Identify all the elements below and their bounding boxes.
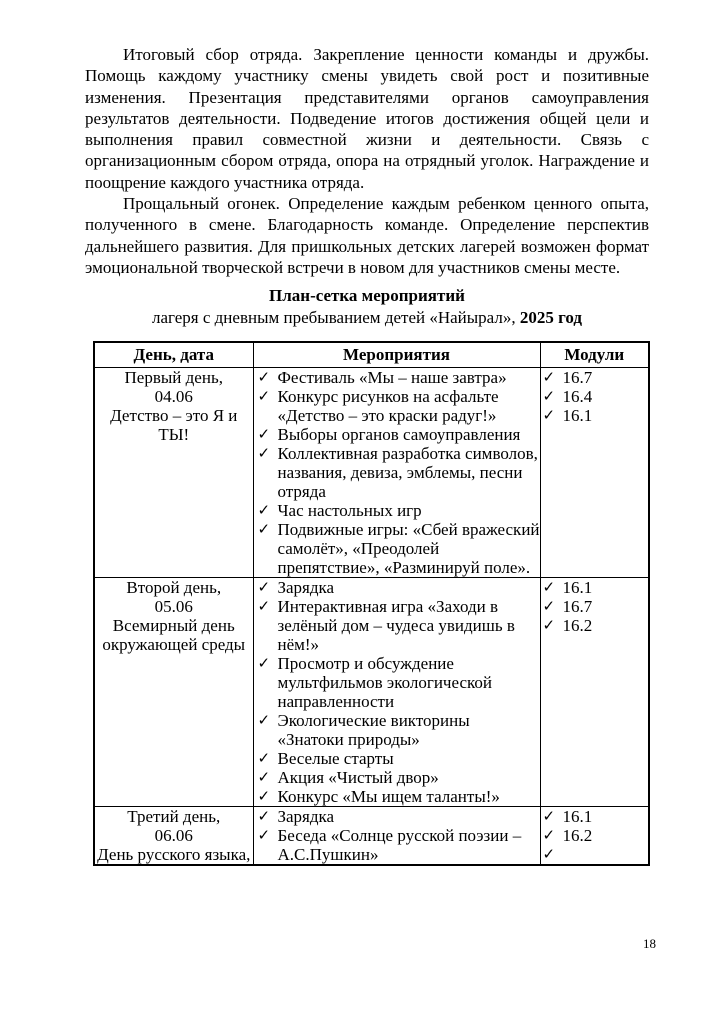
header-events: Мероприятия — [253, 342, 540, 367]
check-icon: ✓ — [542, 367, 556, 386]
day-theme: День русского языка, — [97, 844, 251, 864]
module-item — [541, 387, 649, 406]
schedule-table — [93, 341, 650, 866]
event-text: Веселые старты — [277, 748, 394, 768]
check-icon: ✓ — [257, 767, 271, 786]
plan-subtitle-year: 2025 год — [519, 308, 583, 328]
event-item — [254, 501, 540, 520]
module-code: 16.7 — [562, 367, 593, 387]
event-text: Конкурс рисунков на асфальте «Детство – это краски радуг!» — [277, 386, 499, 425]
module-code: 16.1 — [562, 577, 593, 597]
check-icon: ✓ — [257, 443, 271, 462]
page-number: 18 — [643, 936, 656, 951]
paragraph-final-gathering: Итоговый сбор отряда. Закрепление ценности команды и дружбы. Помощь каждому участнику смены увидеть свой рост и позитивные изменения. Презентация представителями органов самоуправления результатов деятельности. Подведение итогов достижения общей цели и выполнения правил совместной жизни и деятельности. Связь с организационным сбором отряда, опора на отрядный уголок. Награждение и поощрение каждого участника отряда. — [85, 45, 649, 192]
event-item — [254, 711, 540, 749]
event-text: Час настольных игр — [277, 500, 422, 520]
table-header-row — [94, 342, 649, 367]
check-icon: ✓ — [257, 500, 271, 519]
day-theme: Всемирный день окружающей среды — [102, 615, 246, 654]
check-icon: ✓ — [542, 577, 556, 596]
event-item — [254, 597, 540, 654]
check-icon: ✓ — [542, 386, 556, 405]
check-icon: ✓ — [542, 825, 556, 844]
event-text: Зарядка — [277, 806, 335, 826]
check-icon: ✓ — [542, 615, 556, 634]
check-icon: ✓ — [257, 748, 271, 767]
event-item — [254, 520, 540, 577]
day-date: 05.06 — [154, 596, 193, 616]
check-icon: ✓ — [257, 386, 271, 405]
check-icon: ✓ — [257, 519, 271, 538]
table-row-day3 — [94, 806, 649, 865]
module-item — [541, 616, 649, 635]
module-item — [541, 368, 649, 387]
check-icon: ✓ — [257, 653, 271, 672]
check-icon: ✓ — [257, 424, 271, 443]
event-text: Выборы органов самоуправления — [277, 424, 521, 444]
event-item — [254, 387, 540, 425]
paragraph-farewell-campfire: Прощальный огонек. Определение каждым ребенком ценного опыта, полученного в смене. Благодарность команде. Определение перспектив дальнейшего развития. Для пришкольных детских лагерей возможен формат эмоциональной творческой встречи в новом для участников смены месте. — [85, 194, 649, 277]
event-text: Интерактивная игра «Заходи в зелёный дом – чудеса увидишь в нём!» — [277, 596, 515, 654]
event-item — [254, 425, 540, 444]
page-content — [85, 44, 649, 866]
day-title: Третий день, — [127, 806, 221, 826]
event-text: Акция «Чистый двор» — [277, 767, 439, 787]
check-icon: ✓ — [542, 806, 556, 825]
module-code: 16.4 — [562, 386, 593, 406]
event-text: Фестиваль «Мы – наше завтра» — [277, 367, 507, 387]
check-icon: ✓ — [257, 367, 271, 386]
event-item — [254, 749, 540, 768]
check-icon: ✓ — [257, 710, 271, 729]
modules-cell — [540, 806, 649, 865]
module-code: 16.2 — [562, 825, 593, 845]
table-row-day1 — [94, 367, 649, 577]
event-item — [254, 654, 540, 711]
check-icon: ✓ — [257, 786, 271, 805]
module-item — [541, 845, 649, 864]
events-cell — [253, 577, 540, 806]
modules-cell — [540, 577, 649, 806]
modules-cell — [540, 367, 649, 577]
day-cell — [94, 577, 253, 806]
module-code: 16.7 — [562, 596, 593, 616]
module-code: 16.2 — [562, 615, 593, 635]
header-day-date: День, дата — [94, 342, 253, 367]
module-item — [541, 807, 649, 826]
event-text: Коллективная разработка символов, названия, девиза, эмблемы, песни отряда — [277, 443, 538, 501]
check-icon: ✓ — [542, 405, 556, 424]
event-text: Зарядка — [277, 577, 335, 597]
check-icon: ✓ — [542, 844, 556, 863]
table-row-day2 — [94, 577, 649, 806]
event-item — [254, 807, 540, 826]
check-icon: ✓ — [542, 596, 556, 615]
plan-heading — [85, 285, 649, 329]
day-title: Первый день, — [124, 367, 223, 387]
event-item — [254, 826, 540, 864]
plan-title: План-сетка мероприятий — [269, 286, 465, 306]
header-modules: Модули — [540, 342, 649, 367]
check-icon: ✓ — [257, 577, 271, 596]
module-item — [541, 826, 649, 845]
day-date: 04.06 — [154, 386, 193, 406]
day-cell — [94, 367, 253, 577]
module-item — [541, 578, 649, 597]
plan-subtitle-text: лагеря с дневным пребыванием детей «Найырал», — [151, 308, 520, 328]
event-text: Конкурс «Мы ищем таланты!» — [277, 786, 500, 806]
check-icon: ✓ — [257, 596, 271, 615]
day-cell — [94, 806, 253, 865]
module-item — [541, 597, 649, 616]
event-item — [254, 368, 540, 387]
event-item — [254, 578, 540, 597]
events-cell — [253, 367, 540, 577]
event-text: Подвижные игры: «Сбей вражеский самолёт», «Преодолей препятствие», «Разминируй поле». — [277, 519, 540, 577]
module-item — [541, 406, 649, 425]
day-date: 06.06 — [154, 825, 193, 845]
event-item — [254, 787, 540, 806]
event-text: Просмотр и обсуждение мультфильмов экологической направленности — [277, 653, 492, 711]
event-item — [254, 444, 540, 501]
check-icon: ✓ — [257, 806, 271, 825]
event-item — [254, 768, 540, 787]
module-code: 16.1 — [562, 806, 593, 826]
plan-subtitle — [85, 307, 649, 329]
event-text: Беседа «Солнце русской поэзии – А.С.Пушкин» — [277, 825, 522, 864]
day-title: Второй день, — [126, 577, 222, 597]
event-text: Экологические викторины «Знатоки природы» — [277, 710, 470, 749]
events-cell — [253, 806, 540, 865]
module-code: 16.1 — [562, 405, 593, 425]
check-icon: ✓ — [257, 825, 271, 844]
day-theme: Детство – это Я и ТЫ! — [110, 405, 238, 444]
